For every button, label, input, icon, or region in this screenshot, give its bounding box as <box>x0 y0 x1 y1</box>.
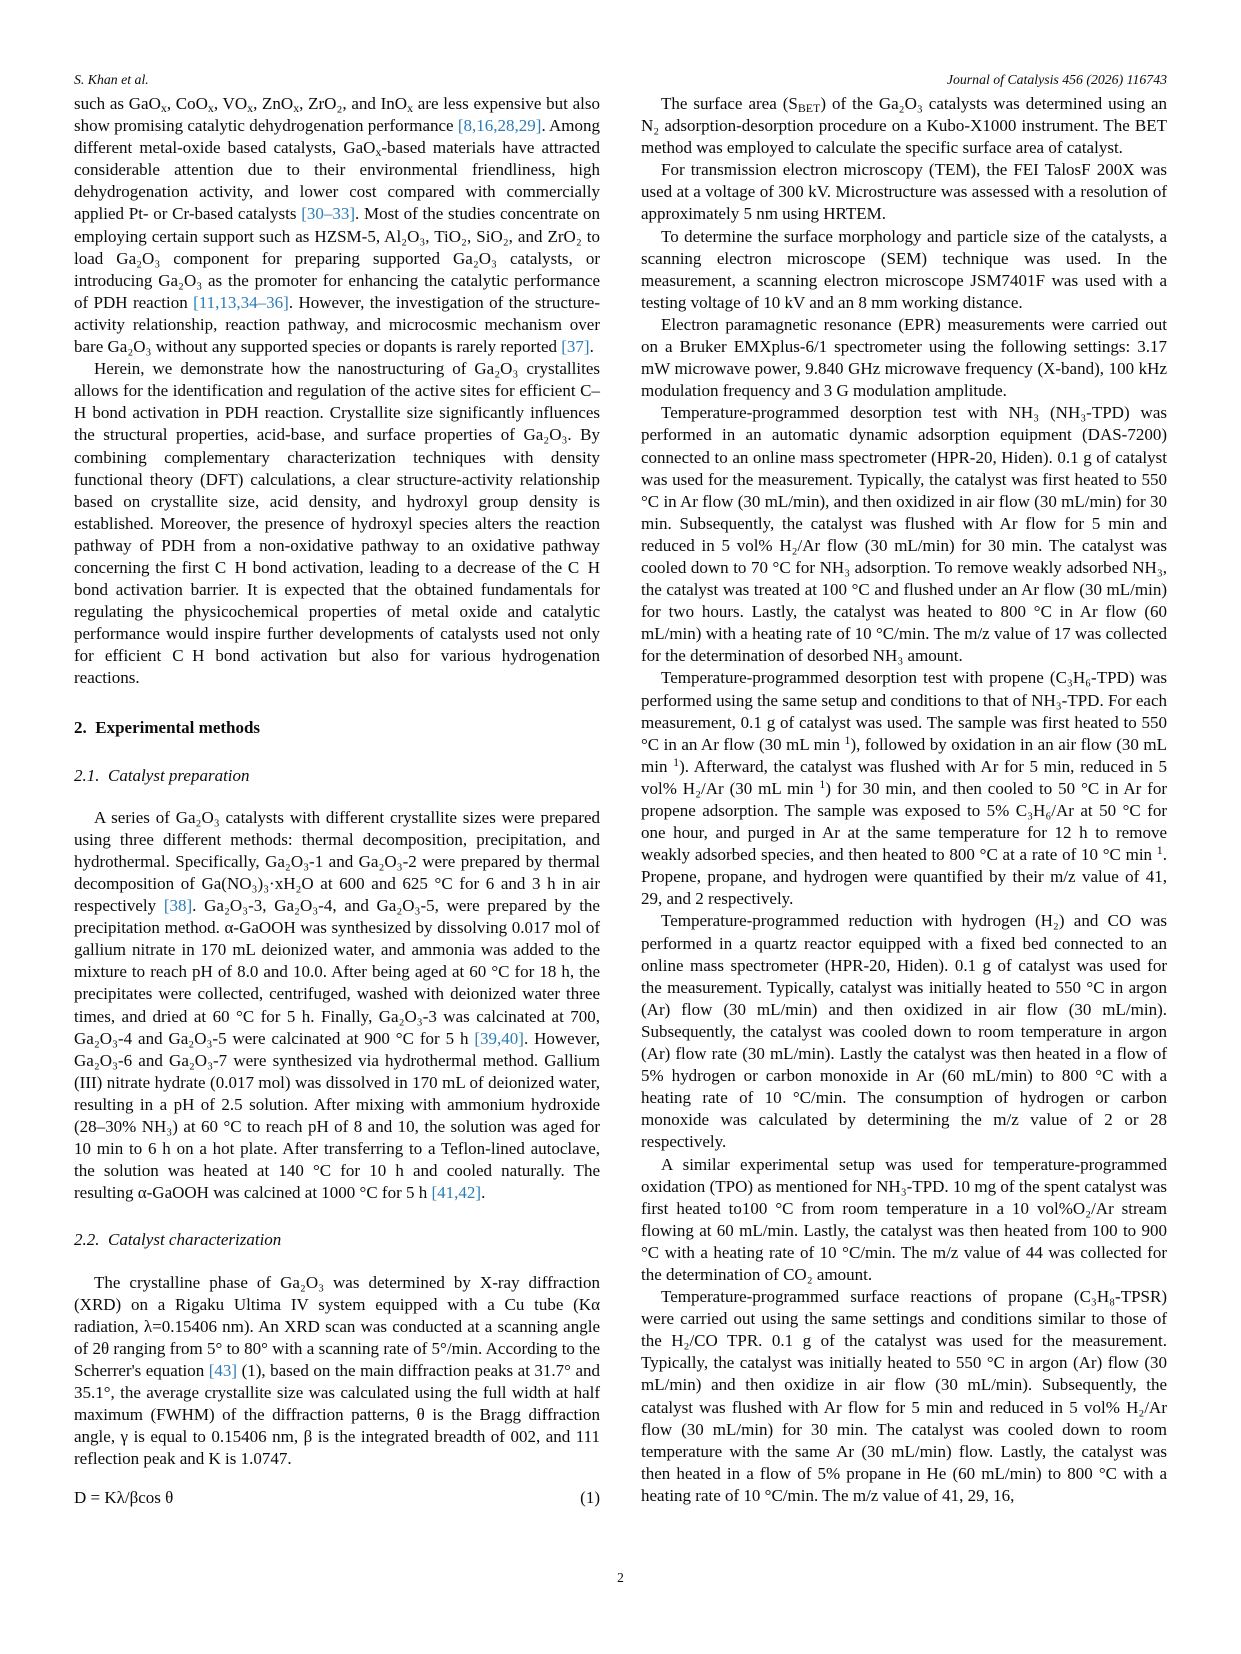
paragraph: To determine the surface morphology and particle size of the catalysts, a scanning electron microscope (SEM) technique was used. In the measurement, a scanning electron microscope JSM7401F was used with a testing voltage of 10 kV and an 8 mm working distance. <box>641 226 1167 312</box>
paragraph: A similar experimental setup was used for temperature-programmed oxidation (TPO) as mentioned for NH₃-TPD. 10 mg of the spent catalyst was first heated to100 °C from room temperature in a 10 vol%O₂/Ar stream flowing at 60 mL/min. Lastly, the catalyst was then heated from 100 to 900 °C with a heating rate of 10 °C/min. The m/z value of 44 was collected for the determination of CO₂ amount. <box>641 1154 1167 1284</box>
page-number: 2 <box>617 1570 624 1585</box>
citation-link[interactable]: [30–33] <box>301 204 356 224</box>
paragraph: For transmission electron microscopy (TEM), the FEI TalosF 200X was used at a voltage of 300 kV. Microstructure was assessed with a resolution of approximately 5 nm using HRTEM. <box>641 160 1167 224</box>
equation-number: (1) <box>580 1488 600 1508</box>
sub-text: x <box>293 100 300 115</box>
paragraph: such as GaO$_x$, CoO$_x$, $VO_x$, ZnO$_x$, ZrO₂, and InO$_x$ are less expensive but also show promising catalytic dehydrogenation performance [8,16,28,29]. Among different metal-oxide based catalysts, GaO$_x$-based materials have attracted considerable attention due to their environmental friendliness, high dehydrogenation activity, and lower cost compared with commercially applied Pt- or Cr-based catalysts [30–33]. Most of the studies concentrate on employing certain support such as HZSM-5, Al₂O₃, TiO₂, SiO₂, and ZrO₂ to load Ga₂O₃ component for preparing supported Ga₂O₃ catalysts, or introducing Ga₂O₃ as the promoter for enhancing the catalytic performance of PDH reaction [11,13,34–36]. However, the investigation of the structure-activity relationship, reaction pathway, and microcosmic mechanism over bare Ga₂O₃ without any supported species or dopants is rarely reported [37]. <box>74 94 601 357</box>
column-right <box>641 93 1167 1509</box>
sub-text: x <box>407 100 414 115</box>
paragraph: Temperature-programmed desorption test with propene (C₃H₆-TPD) was performed using the same setup and conditions to that of NH₃-TPD. For each measurement, 0.1 g of catalyst was used. The sample was first heated to 550 °C in an Ar flow (30 mL min $^1$), followed by oxidation in an air flow (30 mL min $^1$). Afterward, the catalyst was flushed with Ar for 5 min, reduced in 5 vol% H₂/Ar (30 mL min $^1$) for 30 min, and then cooled to 50 °C in Ar for propene adsorption. The sample was exposed to 5% C₃H₆/Ar at 50 °C for one hour, and purged in Ar at the same temperature for 12 h to remove weakly adsorbed species, and then heated to 800 °C at a rate of 10 °C min $^1$. Propene, propane, and hydrogen were quantified by their m/z value of 41, 29, and 2 respectively. <box>641 668 1167 909</box>
paragraph: A series of Ga₂O₃ catalysts with different crystallite sizes were prepared using three different methods: thermal decomposition, precipitation, and hydrothermal. Specifically, Ga₂O₃-1 and Ga₂O₃-2 were prepared by thermal decomposition of Ga(NO₃)₃·xH₂O at 600 and 625 °C for 6 and 3 h in air respectively [38]. Ga₂O₃-3, Ga₂O₃-4, and Ga₂O₃-5, were prepared by the precipitation method. α-GaOOH was synthesized by dissolving 0.017 mol of gallium nitrate in 170 mL deionized water, and ammonia was added to the mixture to reach pH of 8.0 and 10.0. After being aged at 60 °C for 18 h, the precipitates were collected, centrifuged, washed with deionized water three times, and dried at 60 °C for 5 h. Finally, Ga₂O₃-3 was calcinated at 700, Ga₂O₃-4 and Ga₂O₃-5 were calcinated at 900 °C for 5 h [39,40]. However, Ga₂O₃-6 and Ga₂O₃-7 were synthesized via hydrothermal method. Gallium (III) nitrate hydrate (0.017 mol) was dissolved in 170 mL of deionized water, resulting in a pH of 2.5 solution. After mixing with ammonium hydroxide (28–30% NH₃) at 60 °C to reach pH of 8 and 10, the solution was aged for 10 min to 6 h on a hot plate. After transferring to a Teflon-lined autoclave, the solution was heated at 140 °C for 10 h and cooled naturally. The resulting α-GaOOH was calcined at 1000 °C for 5 h [41,42]. <box>74 807 600 1203</box>
sub-text: x <box>160 100 167 115</box>
article-body <box>74 93 1167 1509</box>
paragraph: The crystalline phase of Ga₂O₃ was determined by X-ray diffraction (XRD) on a Rigaku Ultima IV system equipped with a Cu tube (Kα radiation, λ=0.15406 nm). An XRD scan was conducted at a scanning angle of 2θ ranging from 5° to 80° with a scanning rate of 5°/min. According to the Scherrer's equation [43] (1), based on the main diffraction peaks at 31.7° and 35.1°, the average crystallite size was calculated using the full width at half maximum (FWHM) of the diffraction patterns, θ is the Bragg diffraction angle, γ is equal to 0.15406 nm, β is the integrated breadth of 002, and 111 reflection peak and K is 1.0747. <box>74 1272 600 1469</box>
paragraph: Electron paramagnetic resonance (EPR) measurements were carried out on a Bruker EMXplus-6/1 spectrometer using the following settings: 3.17 mW microwave power, 9.840 GHz microwave frequency (X-band), 100 kHz modulation frequency and 3 G modulation amplitude. <box>641 314 1167 401</box>
section-heading: 2. Experimental methods <box>74 717 261 737</box>
paragraph: The surface area $(S_{BET})$ of the Ga₂O₃ catalysts was determined using an N₂ adsorption-desorption procedure on a Kubo-X1000 instrument. The BET method was employed to calculate the specific surface area of catalyst. <box>641 94 1168 158</box>
citation-link[interactable]: [8,16,28,29] <box>457 116 542 136</box>
paragraph: Temperature-programmed surface reactions of propane (C₃H₈-TPSR) were carried out using the same settings and conditions similar to those of the H₂/CO TPR. 0.1 g of the catalyst was used for the measurement. Typically, the catalyst was initially heated to 550 °C in argon (Ar) flow (30 mL/min) and then oxidize in air flow (30 mL/min). Subsequently, the catalyst was flushed with Ar flow for 5 min and reduced in 5 vol% H₂/Ar flow (30 mL/min) for 30 min. The catalyst was cooled down to room temperature with the same Ar (30 mL/min) flow. Lastly, the catalyst was then heated in a flow of 5% propane in He (60 mL/min) to 800 °C with a heating rate of 10 °C/min. The m/z value of 41, 29, 16, <box>641 1287 1167 1505</box>
header-author: S. Khan et al. <box>74 72 149 87</box>
header-journal-ref: Journal of Catalysis 456 (2026) 116743 <box>946 72 1167 87</box>
sup-text: 1 <box>1156 843 1163 858</box>
citation-link[interactable]: [39,40] <box>474 1028 524 1048</box>
sub-text: x <box>375 145 382 160</box>
sub-text: BET <box>797 100 821 115</box>
paragraph: Herein, we demonstrate how the nanostructuring of Ga₂O₃ crystallites allows for the identification and regulation of the active sites for efficient C–H bond activation in PDH reaction. Crystallite size significantly influences the structural properties, acid-base, and surface properties of Ga₂O₃. By combining complementary characterization techniques with density functional theory (DFT) calculations, a clear structure-activity relationship based on crystallite size, acid density, and hydroxyl group density is established. Moreover, the presence of hydroxyl species alters the reaction pathway of PDH from a non-oxidative pathway to an oxidative pathway concerning the first C H bond activation, leading to a decrease of the C H bond activation barrier. It is expected that the obtained fundamentals for regulating the physicochemical properties of metal oxide and catalytic performance would inspire further developments of catalysts used not only for efficient C H bond activation but also for various hydrogenation reactions. <box>74 359 600 688</box>
sup-text: 1 <box>844 732 851 747</box>
equation <box>74 1487 600 1509</box>
sub-text: x <box>247 100 254 115</box>
running-header <box>74 72 1167 88</box>
citation-link[interactable]: [37] <box>561 337 590 357</box>
sup-text: 1 <box>819 776 826 791</box>
citation-link[interactable]: [41,42] <box>431 1183 482 1203</box>
paragraph: Temperature-programmed reduction with hydrogen (H₂) and CO was performed in a quartz reactor equipped with a fixed bed connected to an online mass spectrometer (HPR-20, Hiden). 0.1 g of catalyst was used for the measurement. Typically, catalyst was initially heated to 550 °C in argon (Ar) flow (30 mL/min) and then oxidized in air flow (30 mL/min). Subsequently, the catalyst was cooled down to room temperature in argon (Ar) flow rate (30 mL/min). Lastly the catalyst was then heated in a flow of 5% hydrogen or carbon monoxide in Ar (60 mL/min) to 800 °C with a heating rate of 10 °C/min. The consumption of hydrogen or carbon monoxide was calculated by determining the m/z value of 2 or 28 respectively. <box>641 911 1167 1152</box>
citation-link[interactable]: [11,13,34–36] <box>193 292 289 312</box>
subsection-heading: 2.1. Catalyst preparation <box>74 765 250 785</box>
equation-formula: D = Kλ/βcos θ <box>74 1488 174 1508</box>
sub-text: x <box>207 100 214 115</box>
citation-link[interactable]: [43] <box>208 1360 238 1380</box>
citation-link[interactable]: [38] <box>163 896 193 916</box>
paragraph: Temperature-programmed desorption test with NH₃ (NH₃-TPD) was performed in an automatic dynamic adsorption equipment (DAS-7200) connected to an online mass spectrometer (HPR-20, Hiden). 0.1 g of catalyst was used for the measurement. Typically, the catalyst was first heated to 550 °C in Ar flow (30 mL/min), and then oxidized in air flow (30 mL/min) for 30 min. Subsequently, the catalyst was flushed with Ar flow for 5 min and reduced in 5 vol% H₂/Ar flow (30 mL/min) for 30 min. The catalyst was cooled down to 70 °C for NH₃ adsorption. To remove weakly adsorbed NH₃, the catalyst was treated at 100 °C and flushed under an Ar flow (30 mL/min) for two hours. Lastly, the catalyst was heated to 800 °C in Ar flow (60 mL/min) with a heating rate of 10 °C/min. The m/z value of 17 was collected for the determination of desorbed NH₃ amount. <box>641 403 1167 666</box>
sup-text: 1 <box>673 754 680 769</box>
column-left <box>74 93 600 1509</box>
subsection-heading: 2.2. Catalyst characterization <box>74 1230 282 1250</box>
